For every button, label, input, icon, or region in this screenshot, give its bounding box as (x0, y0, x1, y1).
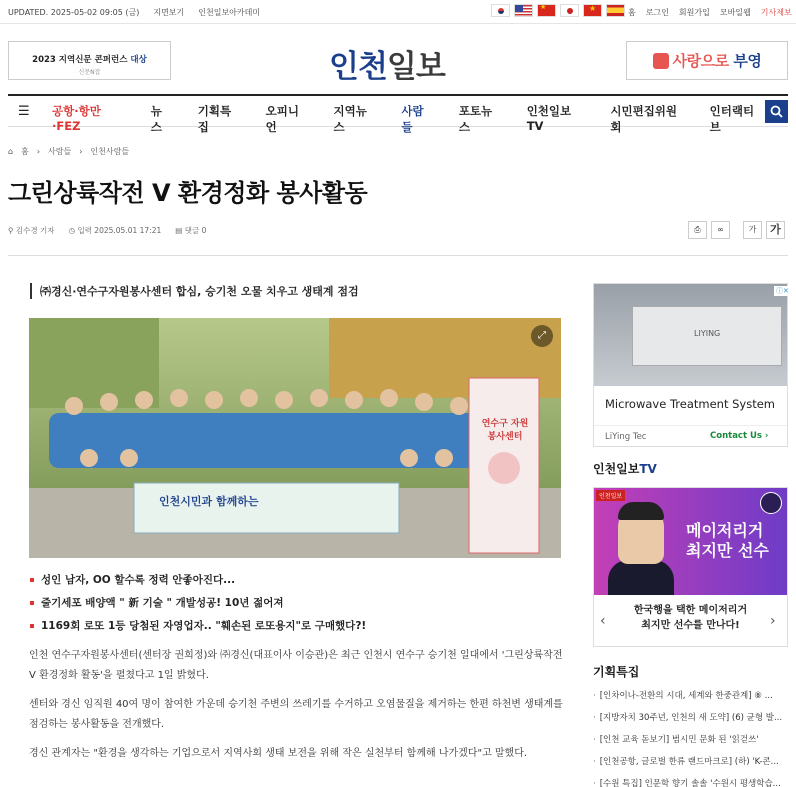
print-icon[interactable]: ⎙ (688, 221, 707, 239)
font-smaller-button[interactable]: 가 (743, 221, 762, 239)
sidebar-ad[interactable] (593, 283, 788, 447)
related-article-link[interactable]: 줄기세포 배양액 " 新 기술 " 개발성공! 10년 젊어져 (30, 595, 366, 610)
nav-item-photo[interactable]: 포토뉴스 (458, 104, 493, 134)
clock-icon: ◷ (68, 226, 76, 235)
link-icon[interactable]: ∞ (711, 221, 730, 239)
tv-head-tv: TV (639, 462, 657, 476)
ad-choices-icon[interactable]: ⓘ✕ (776, 287, 789, 295)
feature-link[interactable]: · [인천 교육 돋보기] 범시민 문화 된 '읽걷쓰' (593, 733, 788, 745)
article-photo[interactable] (29, 318, 561, 558)
article-paragraph: 센터와 경신 임직원 40여 명이 참여한 가운데 승기천 주변의 쓰레기를 수거하고 오염물질을 제거하는 한편 하천변 생태계를 점검하는 봉사활동을 전개했다. (29, 699, 563, 730)
ad-title: Microwave Treatment System (605, 397, 775, 411)
breadcrumb (8, 146, 129, 157)
tv-head-brand: 인천일보 (593, 462, 640, 476)
features-list (593, 689, 788, 787)
comment-icon: ▤ (175, 226, 183, 235)
china-flag-icon[interactable] (537, 4, 556, 17)
related-articles (30, 572, 366, 641)
article-paragraph: 인천 연수구자원봉사센터(센터장 권희정)와 ㈜경신(대표이사 이승관)은 최근 인천시 연수구 승기천 일대에서 '그린상륙작전 V 환경정화 활동'을 펼쳤다고 1일 밝혔다. (29, 650, 563, 681)
breadcrumb-section[interactable]: 사람들 (48, 147, 72, 156)
tv-thumbnail[interactable] (594, 488, 787, 595)
ad-contact-label: Contact Us (710, 431, 762, 441)
nav-item-airport[interactable]: 공항·항만·FEZ (52, 104, 101, 133)
logo-part-1: 인천 (329, 49, 387, 85)
booyoung-slogan: 사랑으로 (672, 52, 729, 70)
tv-caption-line-1: 한국행을 택한 메이저리거 (633, 605, 748, 616)
related-article-link[interactable]: 성인 남자, OO 할수록 정력 안좋아진다... (30, 572, 366, 587)
article-body (29, 646, 564, 773)
expand-photo-icon[interactable]: ⤢ (531, 325, 553, 347)
tv-section-title[interactable] (593, 460, 657, 477)
site-logo[interactable] (329, 41, 445, 86)
article-paragraph: 경신 관계자는 "환경을 생각하는 기업으로서 지역사회 생태 보전을 위해 작은 실천부터 함께해 나가겠다"고 말했다. (29, 748, 528, 759)
feature-link[interactable]: · [수원 특집] 인문학 향기 솔솔 '수원시 평생학습... (593, 777, 788, 787)
tv-caption-line-2: 최지만 선수를 만나다! (641, 620, 740, 631)
baseball-logo-icon (760, 492, 782, 514)
chevron-right-icon[interactable]: › (770, 613, 776, 629)
updated-timestamp: UPDATED. 2025-05-02 09:05 (금) (8, 8, 140, 17)
person-graphic (608, 560, 674, 595)
feature-link[interactable]: · [인차이나-전환의 시대, 세계와 한중관계] ⑧ ... (593, 689, 788, 701)
ad-brand-text: LIYING (694, 329, 721, 338)
award-banner[interactable] (8, 41, 171, 80)
ad-contact-button[interactable] (710, 431, 768, 441)
korea-flag-icon[interactable] (491, 4, 510, 17)
spain-flag-icon[interactable] (606, 4, 625, 17)
hamburger-menu-icon[interactable]: ☰ (18, 104, 30, 119)
nav-item-local[interactable]: 지역뉴스 (333, 104, 367, 134)
breadcrumb-sub[interactable]: 인천사람들 (90, 147, 130, 156)
booyoung-brand: 부영 (733, 52, 762, 70)
home-icon[interactable]: ⌂ (8, 147, 14, 156)
ad-footer (594, 425, 787, 447)
nav-item-committee[interactable]: 시민편집위원회 (610, 104, 678, 134)
breadcrumb-home[interactable]: 홈 (21, 147, 29, 156)
chevron-right-icon: › (764, 431, 769, 441)
search-button[interactable] (765, 100, 788, 123)
photo-sign-text: 연수구 자원봉사센터 (481, 419, 529, 442)
signup-link[interactable]: 회원가입 (678, 8, 710, 17)
person-hair-graphic (618, 502, 664, 520)
article-meta (8, 225, 206, 236)
author-name[interactable]: 김수경 기자 (15, 226, 55, 235)
comment-count[interactable]: 댓글 0 (184, 226, 207, 235)
tv-video-card[interactable] (593, 487, 788, 647)
mobile-web-link[interactable]: 모바일웹 (719, 8, 751, 17)
nav-item-news[interactable]: 뉴스 (150, 104, 162, 134)
academy-link[interactable]: 인천일보아카데미 (198, 8, 261, 17)
news-tip-link[interactable]: 기사제보 (760, 8, 792, 17)
breadcrumb-separator-icon: › (79, 147, 83, 156)
login-link[interactable]: 로그인 (645, 8, 669, 17)
nav-item-features[interactable]: 기획특집 (197, 104, 232, 134)
font-larger-button[interactable]: 가 (766, 221, 785, 239)
usa-flag-icon[interactable] (514, 4, 533, 17)
award-banner-text: 2023 지역신문 콘퍼런스 (32, 55, 128, 65)
nav-item-tv[interactable]: 인천일보TV (526, 104, 572, 133)
ad-company: LiYing Tec (605, 432, 647, 442)
nav-item-opinion[interactable]: 오피니언 (265, 104, 299, 134)
author-icon: ⚲ (8, 226, 14, 235)
chevron-left-icon[interactable]: ‹ (600, 613, 606, 629)
logo-part-2: 일보 (386, 49, 445, 85)
tv-caption[interactable] (594, 603, 787, 633)
article-subhead: ㈜경신·연수구자원봉사센터 합심, 승기천 오물 치우고 생태계 점검 (30, 283, 359, 299)
article-tools (688, 221, 785, 239)
house-icon (653, 53, 669, 69)
publish-date: 입력 2025.05.01 17:21 (77, 226, 162, 235)
breadcrumb-separator-icon: › (36, 147, 41, 156)
article-title: 그린상륙작전 V 환경정화 봉사활동 (8, 179, 368, 207)
photo-banner-text: 인천시민과 함께하는 (159, 495, 259, 508)
print-view-link[interactable]: 지면보기 (153, 8, 185, 17)
divider (8, 255, 788, 256)
feature-link[interactable]: · [인천공항, 글로벌 한류 랜드마크로] (하) 'K-콘... (593, 755, 788, 767)
award-banner-sub: 신문N잡 (78, 69, 101, 76)
home-link[interactable]: 홈 (628, 8, 636, 17)
tv-badge: 인천일보 (596, 490, 625, 501)
award-banner-highlight: 대상 (130, 55, 147, 65)
japan-flag-icon[interactable] (560, 4, 579, 17)
nav-item-people[interactable]: 사람들 (401, 104, 424, 134)
tv-thumb-line-2: 최지만 선수 (686, 541, 769, 560)
top-utility-bar (0, 0, 796, 24)
tv-thumb-line-1: 메이저리거 (686, 521, 764, 540)
related-article-link[interactable]: 1169회 로또 1등 당첨된 자영업자.. "훼손된 로또용지"로 구매했다?! (30, 618, 366, 633)
feature-link[interactable]: · [지방자치 30주년, 인천의 새 도약] (6) 균형 발... (593, 711, 788, 723)
ad-image (594, 284, 787, 386)
nav-item-interactive[interactable]: 인터랙티브 (709, 104, 755, 134)
main-nav (8, 94, 788, 134)
features-section-title[interactable]: 기획특집 (593, 665, 640, 679)
vietnam-flag-icon[interactable] (583, 4, 602, 17)
booyoung-banner[interactable] (626, 41, 788, 80)
search-icon (770, 105, 783, 118)
